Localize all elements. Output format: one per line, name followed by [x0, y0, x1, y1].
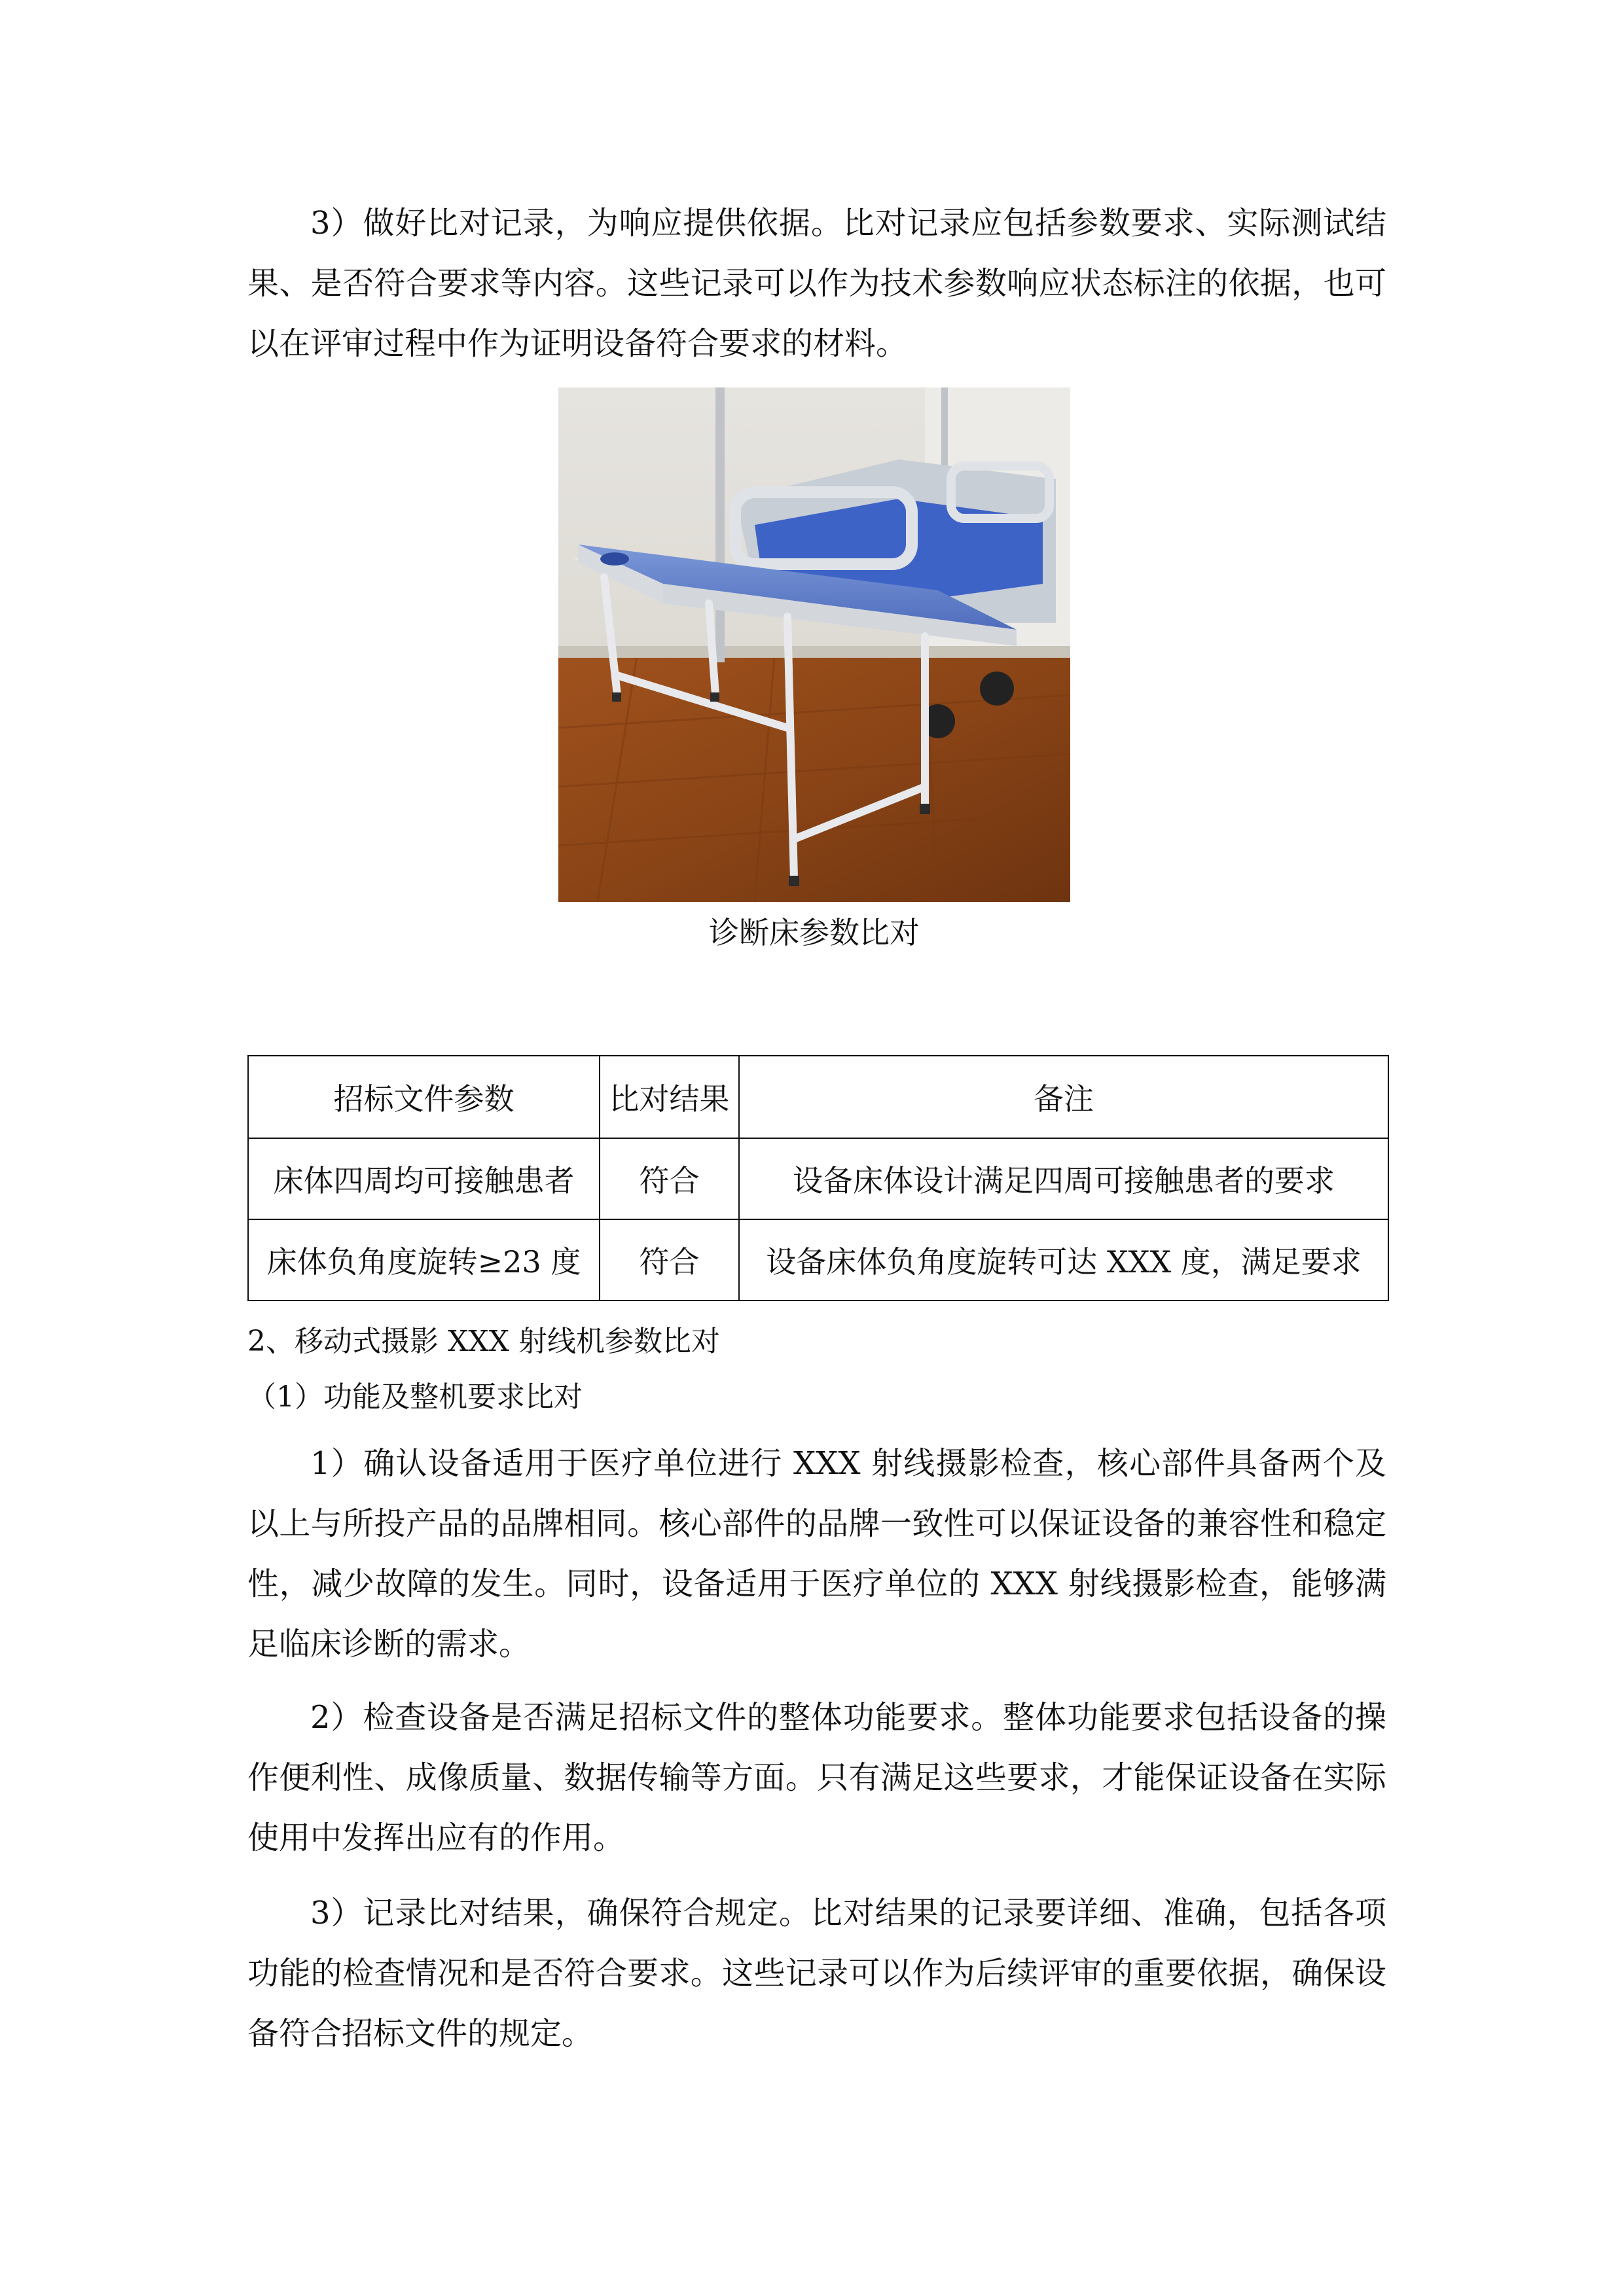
diagnostic-bed-photo [558, 387, 1070, 902]
parameter-comparison-table [247, 1055, 1389, 1301]
header-remarks: 备注 [739, 1056, 1388, 1138]
table-cell: 符合 [600, 1219, 739, 1300]
section-subheading: （1）功能及整机要求比对 [247, 1380, 583, 1414]
table-cell: 符合 [600, 1138, 739, 1219]
table-row [248, 1138, 1388, 1219]
table-row [248, 1219, 1388, 1300]
section-paragraph-1: 1）确认设备适用于医疗单位进行 XXX 射线摄影检查，核心部件具备两个及以上与所投产品的品牌相同。核心部件的品牌一致性可以保证设备的兼容性和稳定性，减少故障的发生。同时，设备适用于医疗单位的 XXX 射线摄影检查，能够满足临床诊断的需求。 [247, 1445, 1386, 1662]
table-cell: 床体负角度旋转≥23 度 [248, 1219, 600, 1300]
section-heading: 2、移动式摄影 XXX 射线机参数比对 [247, 1325, 720, 1358]
table-cell: 设备床体设计满足四周可接触患者的要求 [739, 1138, 1388, 1219]
section-paragraph-3: 3）记录比对结果，确保符合规定。比对结果的记录要详细、准确，包括各项功能的检查情况和是否符合要求。这些记录可以作为后续评审的重要依据，确保设备符合招标文件的规定。 [247, 1895, 1386, 2052]
table-header-row [248, 1056, 1388, 1138]
table-cell: 设备床体负角度旋转可达 XXX 度，满足要求 [739, 1219, 1388, 1300]
header-bid-parameter: 招标文件参数 [248, 1056, 600, 1138]
table-cell: 床体四周均可接触患者 [248, 1138, 600, 1219]
section-paragraph-2: 2）检查设备是否满足招标文件的整体功能要求。整体功能要求包括设备的操作便利性、成像质量、数据传输等方面。只有满足这些要求，才能保证设备在实际使用中发挥出应有的作用。 [247, 1699, 1386, 1856]
intro-paragraph: 3）做好比对记录，为响应提供依据。比对记录应包括参数要求、实际测试结果、是否符合要求等内容。这些记录可以作为技术参数响应状态标注的依据，也可以在评审过程中作为证明设备符合要求的材料。 [247, 205, 1386, 362]
header-comparison-result: 比对结果 [600, 1056, 739, 1138]
figure-caption: 诊断床参数比对 [709, 915, 920, 950]
